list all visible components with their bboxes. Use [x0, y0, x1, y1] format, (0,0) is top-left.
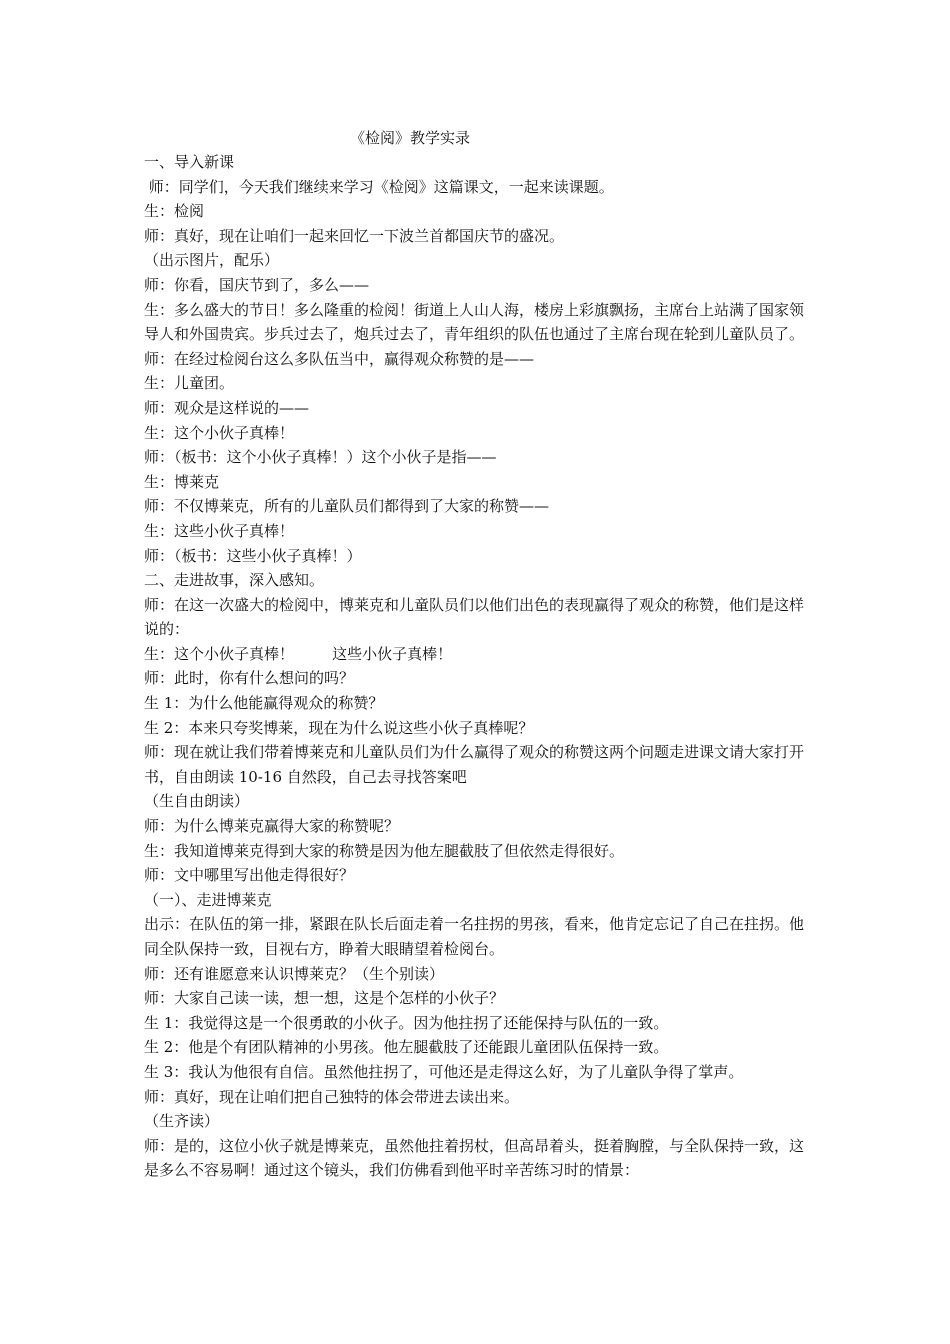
paragraph: 师：还有谁愿意来认识博莱克？（生个别读）	[144, 964, 445, 983]
paragraph: 师：是的，这位小伙子就是博莱克，虽然他拄着拐杖，但高昂着头，挺着胸膛，与全队保持一致，这是多么不容易啊！通过这个镜头，我们仿佛看到他平时辛苦练习时的情景：	[144, 1136, 805, 1180]
paragraph: 生 2：他是个有团队精神的小男孩。他左腿截肢了还能跟儿童团队伍保持一致。	[144, 1038, 669, 1057]
paragraph: 师：现在就让我们带着博莱克和儿童队员们为什么赢得了观众的称赞这两个问题走进课文请大家打开书，自由朗读 10-16 自然段，自己去寻找答案吧	[144, 743, 805, 786]
paragraph: 师：（板书：这个小伙子真棒！）这个小伙子是指——	[144, 448, 497, 467]
paragraph: 生：这些小伙子真棒！	[144, 521, 295, 540]
paragraph: 生：这个小伙子真棒！ 这些小伙子真棒！	[144, 644, 453, 663]
paragraph: 生：我知道博莱克得到大家的称赞是因为他左腿截肢了但依然走得很好。	[144, 841, 625, 860]
paragraph: 师：文中哪里写出他走得很好？	[144, 866, 355, 885]
paragraph: 生：博莱克	[144, 472, 220, 491]
paragraph: 生：检阅	[144, 202, 205, 221]
paragraph: （出示图片，配乐）	[144, 251, 280, 270]
paragraph: 师：（板书：这些小伙子真棒！）	[144, 546, 362, 565]
paragraph: （一）、走进博莱克	[144, 890, 272, 909]
paragraph: 生：多么盛大的节日！多么隆重的检阅！街道上人山人海，楼房上彩旗飘扬，主席台上站满了国家领导人和外国贵宾。步兵过去了，炮兵过去了，青年组织的队伍也通过了主席台现在轮到儿童队员了。	[144, 300, 805, 344]
paragraph: 师：在经过检阅台这么多队伍当中，赢得观众称赞的是——	[144, 349, 535, 368]
paragraph: 师：不仅博莱克，所有的儿童队员们都得到了大家的称赞——	[144, 497, 550, 516]
paragraph: 生 1：我觉得这是一个很勇敢的小伙子。因为他拄拐了还能保持与队伍的一致。	[144, 1013, 669, 1032]
paragraph: 出示：在队伍的第一排，紧跟在队长后面走着一名拄拐的男孩，看来，他肯定忘记了自己在拄拐。他同全队保持一致，目视右方，睁着大眼睛望着检阅台。	[144, 915, 805, 958]
paragraph: 师：此时，你有什么想问的吗？	[144, 669, 355, 688]
paragraph: 生 1：为什么他能赢得观众的称赞？	[144, 694, 384, 713]
paragraph: 生：这个小伙子真棒！	[144, 423, 295, 442]
paragraph: 师：大家自己读一读，想一想，这是个怎样的小伙子？	[144, 989, 505, 1008]
paragraph: 师：真好，现在让咱们一起来回忆一下波兰首都国庆节的盛况。	[144, 226, 565, 245]
paragraph: 师：为什么博莱克赢得大家的称赞呢？	[144, 817, 400, 836]
paragraph: 一、导入新课	[144, 153, 235, 171]
paragraph: 生 3：我认为他很有自信。虽然他拄拐了，可他还是走得这么好，为了儿童队争得了掌声。	[144, 1062, 744, 1081]
paragraph: 师：观众是这样说的——	[144, 398, 310, 417]
paragraph: 生：儿童团。	[144, 374, 235, 393]
paragraph: 生 2：本来只夸奖博莱，现在为什么说这些小伙子真棒呢？	[144, 718, 534, 737]
document-title: 《检阅》教学实录	[349, 129, 470, 147]
document-body	[144, 150, 816, 1183]
paragraph: 师：真好，现在让咱们把自己独特的体会带进去读出来。	[144, 1087, 520, 1106]
paragraph: 师：同学们，今天我们继续来学习《检阅》这篇课文，一起来读课题。	[144, 177, 614, 196]
paragraph: 师：你看，国庆节到了，多么——	[144, 275, 370, 294]
paragraph: 师：在这一次盛大的检阅中，博莱克和儿童队员们以他们出色的表现赢得了观众的称赞，他们是这样说的：	[144, 595, 805, 639]
paragraph: 二、走进故事，深入感知。	[144, 571, 325, 590]
paragraph: （生自由朗读）	[144, 792, 250, 811]
paragraph: （生齐读）	[144, 1112, 220, 1131]
